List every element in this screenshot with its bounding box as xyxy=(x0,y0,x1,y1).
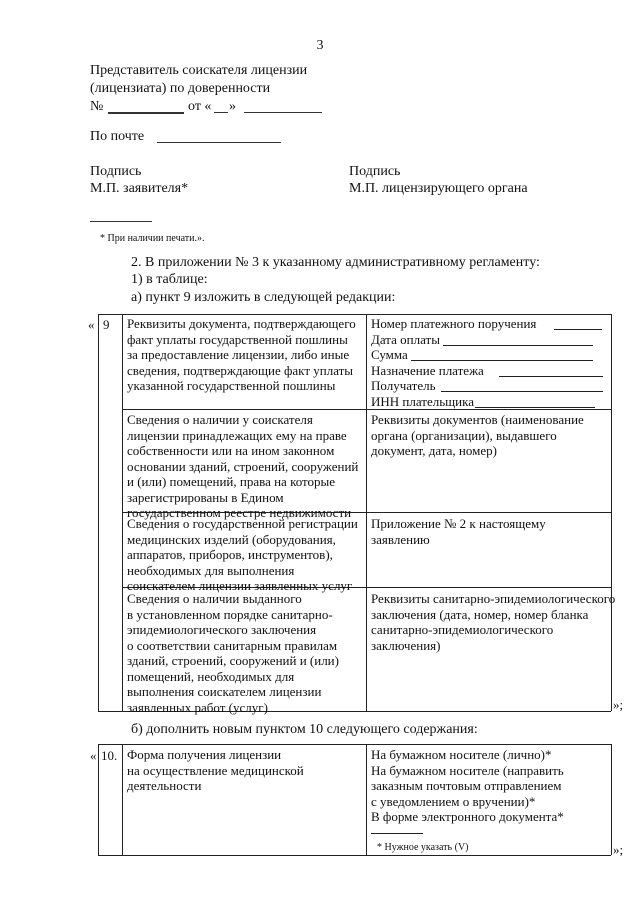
rep-line-2: (лицензиата) по доверенности xyxy=(90,81,271,96)
table1-row4-right-line: санитарно-эпидемиологического xyxy=(371,622,554,637)
table2-option: На бумажном носителе (направить xyxy=(371,762,564,778)
table1-item-number: 9 xyxy=(103,317,110,332)
table1-row4-left-line: эпидемиологического заключения xyxy=(127,622,317,637)
table1-row4-left xyxy=(127,591,339,715)
table2-footnote: * Нужное указать (V) xyxy=(377,842,469,853)
table1-row4-left-line: выполнения соискателем лицензии xyxy=(127,684,322,699)
table1-border-left xyxy=(98,314,99,711)
table1-row3-right-line: Приложение № 2 к настоящему xyxy=(371,516,546,531)
rep-date-close: » xyxy=(229,99,236,114)
table1-row4-right-line: заключения (дата, номер, номер бланка xyxy=(371,606,589,622)
sign-right-line-2: М.П. лицензирующего органа xyxy=(349,181,528,196)
rep-date-prefix: от « xyxy=(188,99,212,114)
table1-row3-right xyxy=(371,516,546,547)
payment-order-blank xyxy=(554,329,602,330)
table1-row4-left-line: помещений, необходимых для xyxy=(127,668,295,684)
rep-day-blank xyxy=(214,112,228,113)
table2-close-quote: »; xyxy=(613,842,624,857)
table1-row2-right-line: органа (организации), выдавшего xyxy=(371,427,557,443)
table1-row4-right-line: заключения) xyxy=(371,637,441,653)
table1-row1-right xyxy=(371,316,607,409)
table2-open-quote: « xyxy=(90,748,97,763)
sign-right-line-1: Подпись xyxy=(349,164,401,179)
table1-row4-left-line: заявленных работ (услуг) xyxy=(127,699,268,715)
table2-border-num xyxy=(122,744,123,855)
table1-row2-left-line: государственном реестре недвижимости xyxy=(127,505,352,520)
payment-date-field xyxy=(371,332,607,348)
table1-row2-left-line: Сведения о наличии у соискателя xyxy=(127,412,313,427)
table2-left-line: на осуществление медицинской xyxy=(127,762,304,778)
table1-row2-left-line: собственности или на ином законном xyxy=(127,443,335,458)
table1-row3-left-line: необходимых для выполнения xyxy=(127,562,295,578)
table1-row1-left-line: сведения, подтверждающие факт уплаты xyxy=(127,362,354,378)
payment-recipient-field xyxy=(371,378,607,394)
table1-row2-right-line: документ, дата, номер) xyxy=(371,443,497,458)
para-2-1: 1) в таблице: xyxy=(131,272,208,287)
table1-border-top xyxy=(98,314,611,315)
table1-row2-right-line: Реквизиты документов (наименование xyxy=(371,412,584,427)
table2-option: заказным почтовым отправлением xyxy=(371,778,562,793)
rep-number-blank xyxy=(108,112,184,114)
rep-date-blank xyxy=(244,112,322,113)
table2-item-number: 10. xyxy=(101,748,118,763)
table2-footnote-separator xyxy=(371,833,423,834)
table1-row1-left-line: Реквизиты документа, подтверждающего xyxy=(127,316,356,331)
table2-border-left xyxy=(98,744,99,855)
mail-blank xyxy=(157,142,281,143)
table2-left-line: деятельности xyxy=(127,778,202,793)
page-number: 3 xyxy=(316,38,324,53)
table1-row4-right xyxy=(371,591,615,653)
table1-row4-left-line: зданий, строений, сооружений и (или) xyxy=(127,653,339,668)
payment-sum-label: Сумма xyxy=(371,347,408,362)
table1-row3-left xyxy=(127,516,358,594)
table2-border-top xyxy=(98,744,611,745)
payment-order-field xyxy=(371,316,607,332)
table2-border-mid xyxy=(366,744,367,855)
table2-option: с уведомлением о вручении)* xyxy=(371,793,536,809)
table1-row3-left-line: медицинских изделий (оборудования, xyxy=(127,531,336,547)
footnote-text: * При наличии печати.». xyxy=(100,233,205,244)
table1-open-quote: « xyxy=(88,317,95,332)
para-2-a: а) пункт 9 изложить в следующей редакции: xyxy=(131,290,396,305)
footnote-separator xyxy=(90,221,152,222)
table1-row2-left-line: лицензии принадлежащих ему на праве xyxy=(127,427,347,443)
payment-purpose-field xyxy=(371,363,607,379)
table1-row3-left-line: соискателем лицензии заявленных услуг xyxy=(127,578,353,593)
table2-border-bottom xyxy=(98,855,611,856)
table1-row1-left xyxy=(127,316,356,394)
table2-option: На бумажном носителе (лично)* xyxy=(371,747,552,762)
table1-row1-left-line: факт уплаты государственной пошлины xyxy=(127,331,348,347)
payment-date-blank xyxy=(443,345,593,346)
payment-order-label: Номер платежного поручения xyxy=(371,316,537,331)
table2-left xyxy=(127,747,304,794)
table1-row2-left-line: и (или) помещений, права на которые xyxy=(127,474,336,489)
payer-inn-blank xyxy=(475,407,595,408)
sign-left-line-2: М.П. заявителя* xyxy=(90,181,189,196)
table1-close-quote: »; xyxy=(613,697,624,712)
table1-row3-left-line: Сведения о государственной регистрации xyxy=(127,516,358,531)
table2-border-right xyxy=(611,744,612,855)
para-2-b: б) дополнить новым пунктом 10 следующего содержания: xyxy=(131,722,478,737)
payment-recipient-blank xyxy=(441,391,603,392)
payer-inn-field xyxy=(371,394,607,410)
payer-inn-label: ИНН плательщика xyxy=(371,393,475,409)
table1-row2-right xyxy=(371,412,584,459)
rep-number-prefix: № xyxy=(90,99,104,114)
table1-row4-left-line: в установленном порядке санитарно- xyxy=(127,606,333,622)
table1-row2-left-line: зарегистрированы в Едином xyxy=(127,489,284,505)
table2-option: В форме электронного документа* xyxy=(371,809,564,824)
table1-row2-left xyxy=(127,412,358,521)
table1-row4-left-line: Сведения о наличии выданного xyxy=(127,591,302,606)
payment-date-label: Дата оплаты xyxy=(371,331,440,347)
table1-row3-right-line: заявлению xyxy=(371,531,430,547)
table2-right xyxy=(371,747,564,825)
table1-row-sep-1 xyxy=(122,409,611,410)
table2-left-line: Форма получения лицензии xyxy=(127,747,282,762)
mail-label: По почте xyxy=(90,129,145,144)
payment-purpose-label: Назначение платежа xyxy=(371,362,484,378)
table1-row4-right-line: Реквизиты санитарно-эпидемиологического xyxy=(371,591,616,606)
table1-row4-left-line: о соответствии санитарным правилам xyxy=(127,637,338,653)
rep-line-1: Представитель соискателя лицензии xyxy=(90,63,308,78)
payment-sum-field xyxy=(371,347,607,363)
payment-recipient-label: Получатель xyxy=(371,378,436,393)
table1-row2-left-line: основании зданий, строений, сооружений xyxy=(127,458,359,474)
para-2: 2. В приложении № 3 к указанному административному регламенту: xyxy=(131,255,540,270)
table1-row1-left-line: за предоставление лицензии, либо иные xyxy=(127,347,350,362)
table1-row3-left-line: аппаратов, приборов, инструментов), xyxy=(127,547,333,562)
payment-purpose-blank xyxy=(499,376,603,377)
table1-row1-left-line: указанной государственной пошлины xyxy=(127,378,336,393)
payment-sum-blank xyxy=(411,360,593,361)
sign-left-line-1: Подпись xyxy=(90,164,142,179)
